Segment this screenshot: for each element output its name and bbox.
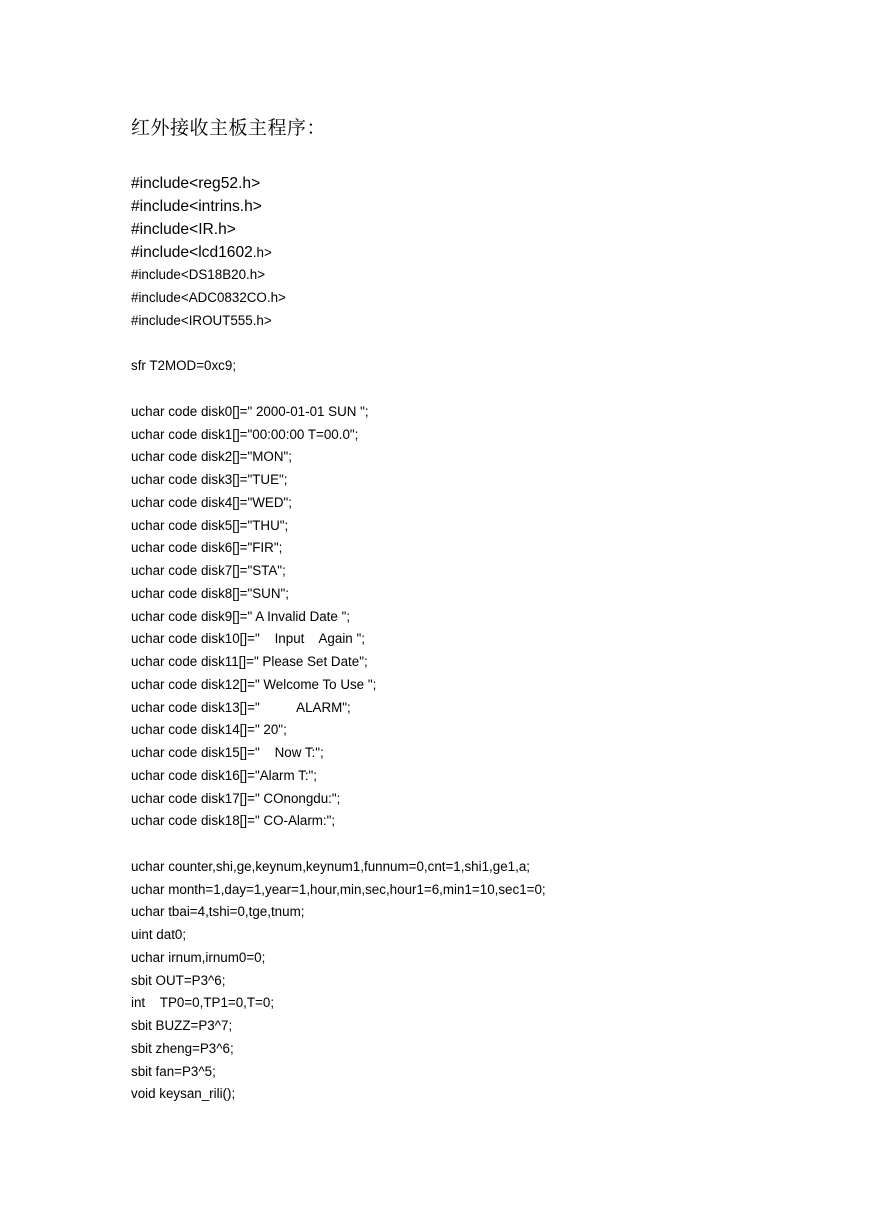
- code-line-var-tp: int TP0=0,TP1=0,T=0;: [131, 995, 275, 1010]
- code-line-include-intrins: #include<intrins.h>: [131, 198, 262, 215]
- document-title: 红外接收主板主程序：: [131, 117, 327, 139]
- code-line-disk14: uchar code disk14[]=" 20";: [131, 722, 287, 737]
- code-line-include-ir: #include<IR.h>: [131, 221, 236, 238]
- code-line-disk4: uchar code disk4[]="WED";: [131, 495, 292, 510]
- code-line-disk1: uchar code disk1[]="00:00:00 T=00.0";: [131, 427, 359, 442]
- code-line-func-keysan-rili: void keysan_rili();: [131, 1086, 236, 1101]
- code-line-var-irnum: uchar irnum,irnum0=0;: [131, 950, 266, 965]
- code-line-include-reg52: #include<reg52.h>: [131, 175, 261, 192]
- code-line-disk0: uchar code disk0[]=" 2000-01-01 SUN ";: [131, 404, 369, 419]
- code-line-sfr: sfr T2MOD=0xc9;: [131, 358, 237, 373]
- code-line-disk7: uchar code disk7[]="STA";: [131, 563, 286, 578]
- code-line-disk13: uchar code disk13[]=" ALARM";: [131, 700, 351, 715]
- code-line-disk11: uchar code disk11[]=" Please Set Date";: [131, 654, 368, 669]
- code-line-disk9: uchar code disk9[]=" A Invalid Date ";: [131, 609, 351, 624]
- code-line-include-ds18b20: #include<DS18B20.h>: [131, 267, 266, 282]
- code-line-var-tbai: uchar tbai=4,tshi=0,tge,tnum;: [131, 904, 305, 919]
- code-line-disk10: uchar code disk10[]=" Input Again ";: [131, 631, 365, 646]
- code-line-include-lcd1602-main: #include<lcd1602: [131, 244, 253, 261]
- code-line-include-irout555: #include<IROUT555.h>: [131, 313, 272, 328]
- code-line-disk8: uchar code disk8[]="SUN";: [131, 586, 289, 601]
- code-line-var-month: uchar month=1,day=1,year=1,hour,min,sec,hour1=6,min1=10,sec1=0;: [131, 882, 546, 897]
- code-line-sbit-zheng: sbit zheng=P3^6;: [131, 1041, 234, 1056]
- code-line-include-lcd1602-tail: .h>: [252, 245, 272, 260]
- code-line-var-counter: uchar counter,shi,ge,keynum,keynum1,funnum=0,cnt=1,shi1,ge1,a;: [131, 859, 530, 874]
- code-line-sbit-fan: sbit fan=P3^5;: [131, 1064, 216, 1079]
- code-line-disk6: uchar code disk6[]="FIR";: [131, 540, 283, 555]
- code-line-disk15: uchar code disk15[]=" Now T:";: [131, 745, 324, 760]
- code-line-include-adc0832co: #include<ADC0832CO.h>: [131, 290, 286, 305]
- code-line-disk2: uchar code disk2[]="MON";: [131, 449, 292, 464]
- code-line-sbit-buzz: sbit BUZZ=P3^7;: [131, 1018, 233, 1033]
- code-line-disk5: uchar code disk5[]="THU";: [131, 518, 289, 533]
- code-line-sbit-out: sbit OUT=P3^6;: [131, 973, 226, 988]
- code-line-include-lcd1602: [131, 242, 272, 264]
- code-line-disk18: uchar code disk18[]=" CO-Alarm:";: [131, 813, 336, 828]
- code-line-disk16: uchar code disk16[]="Alarm T:";: [131, 768, 318, 783]
- code-line-disk17: uchar code disk17[]=" COnongdu:";: [131, 791, 341, 806]
- code-line-var-dat0: uint dat0;: [131, 927, 187, 942]
- code-line-disk3: uchar code disk3[]="TUE";: [131, 472, 288, 487]
- code-line-disk12: uchar code disk12[]=" Welcome To Use ";: [131, 677, 377, 692]
